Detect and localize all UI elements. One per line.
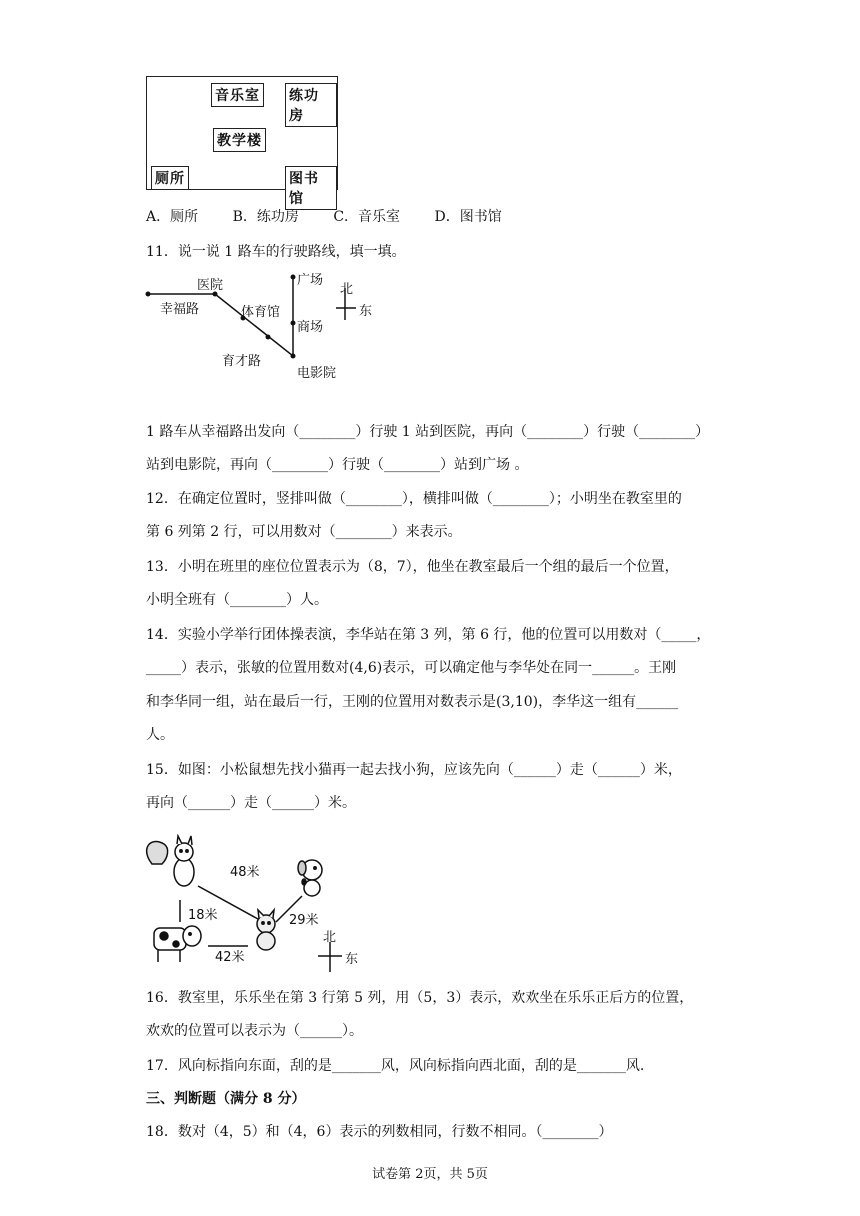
option-d: D．图书馆 [434,209,502,225]
option-b: B．练功房 [232,209,299,225]
q15-line1: 15．如图：小松鼠想先找小猫再一起去找小狗，应该先向（______）走（______）米， [146,762,682,778]
q11-line1: 1 路车从幸福路出发向（________）行驶 1 站到医院，再向（________）行驶（________） [146,424,710,440]
q14-line2: _____）表示，张敏的位置用数对(4,6)表示，可以确定他与李华处在同一______。王刚 [146,660,677,676]
school-map-figure [146,76,338,207]
map-label-hospital: 医院 [197,278,224,293]
q14-line4: 人。 [146,727,174,743]
map-compass-east: 东 [359,304,373,319]
section-heading: 三、判断题（满分 8 分） [146,1091,306,1107]
map-label-xingfu: 幸福路 [160,302,200,317]
q17-line1: 17．风向标指向东面，刮的是_______风，风向标指向西北面，刮的是_______风. [146,1058,645,1074]
q11-title: 11．说一说 1 路车的行驶路线，填一填。 [146,244,406,260]
distance-42m: 42米 [215,950,245,965]
map-label-square: 广场 [297,273,324,288]
map-compass-north: 北 [340,282,354,297]
page-footer: 试卷第 2页，共 5页 [372,1167,488,1182]
q16-line2: 欢欢的位置可以表示为（______）。 [146,1023,363,1039]
q18-line1: 18．数对（4，5）和（4，6）表示的列数相同，行数不相同。（________） [146,1124,613,1140]
q13-line1: 13．小明在班里的座位位置表示为（8，7），他坐在教室最后一个组的最后一个位置， [146,559,679,575]
room-library: 图书馆 [285,166,337,210]
map-label-gym: 体育馆 [241,305,281,320]
q14-line3: 和李华同一组，站在最后一行，王刚的位置用对数表示是(3,10)，李华这一组有______ [146,694,679,710]
room-music: 音乐室 [211,83,264,107]
q12-line1: 12．在确定位置时，竖排叫做（________），横排叫做（________）；小明坐在教室里的 [146,491,682,507]
map-label-yucai: 育才路 [222,354,262,369]
animal-map-figure [140,834,370,974]
room-teaching: 教学楼 [213,128,266,152]
room-toilet: 厕所 [151,166,189,190]
q12-line2: 第 6 列第 2 行，可以用数对（________）来表示。 [146,524,462,540]
q13-line2: 小明全班有（________）人。 [146,592,328,608]
q14-line1: 14．实验小学举行团体操表演，李华站在第 3 列，第 6 行，他的位置可以用数对（_____， [146,627,711,643]
distance-18m: 18米 [188,908,218,923]
q15-line2: 再向（______）走（______）米。 [146,795,356,811]
q11-line2: 站到电影院，再向（________）行驶（________）站到广场 。 [146,457,529,473]
room-practice: 练功房 [285,83,337,127]
map-label-cinema: 电影院 [297,366,337,381]
option-c: C．音乐室 [333,209,401,225]
cow-icon [154,926,201,962]
squirrel-icon [147,836,194,886]
animal-compass-east: 东 [345,952,359,967]
q16-line1: 16．教室里，乐乐坐在第 3 行第 5 列，用（5，3）表示，欢欢坐在乐乐正后方的位置， [146,990,694,1006]
map-label-mall: 商场 [297,320,324,335]
distance-48m: 48米 [230,865,260,880]
dog-icon [298,860,322,896]
answer-options [146,207,532,227]
cat-icon [257,910,275,950]
option-a: A．厕所 [146,209,199,225]
animal-compass-north: 北 [323,930,337,945]
distance-29m: 29米 [289,913,319,928]
